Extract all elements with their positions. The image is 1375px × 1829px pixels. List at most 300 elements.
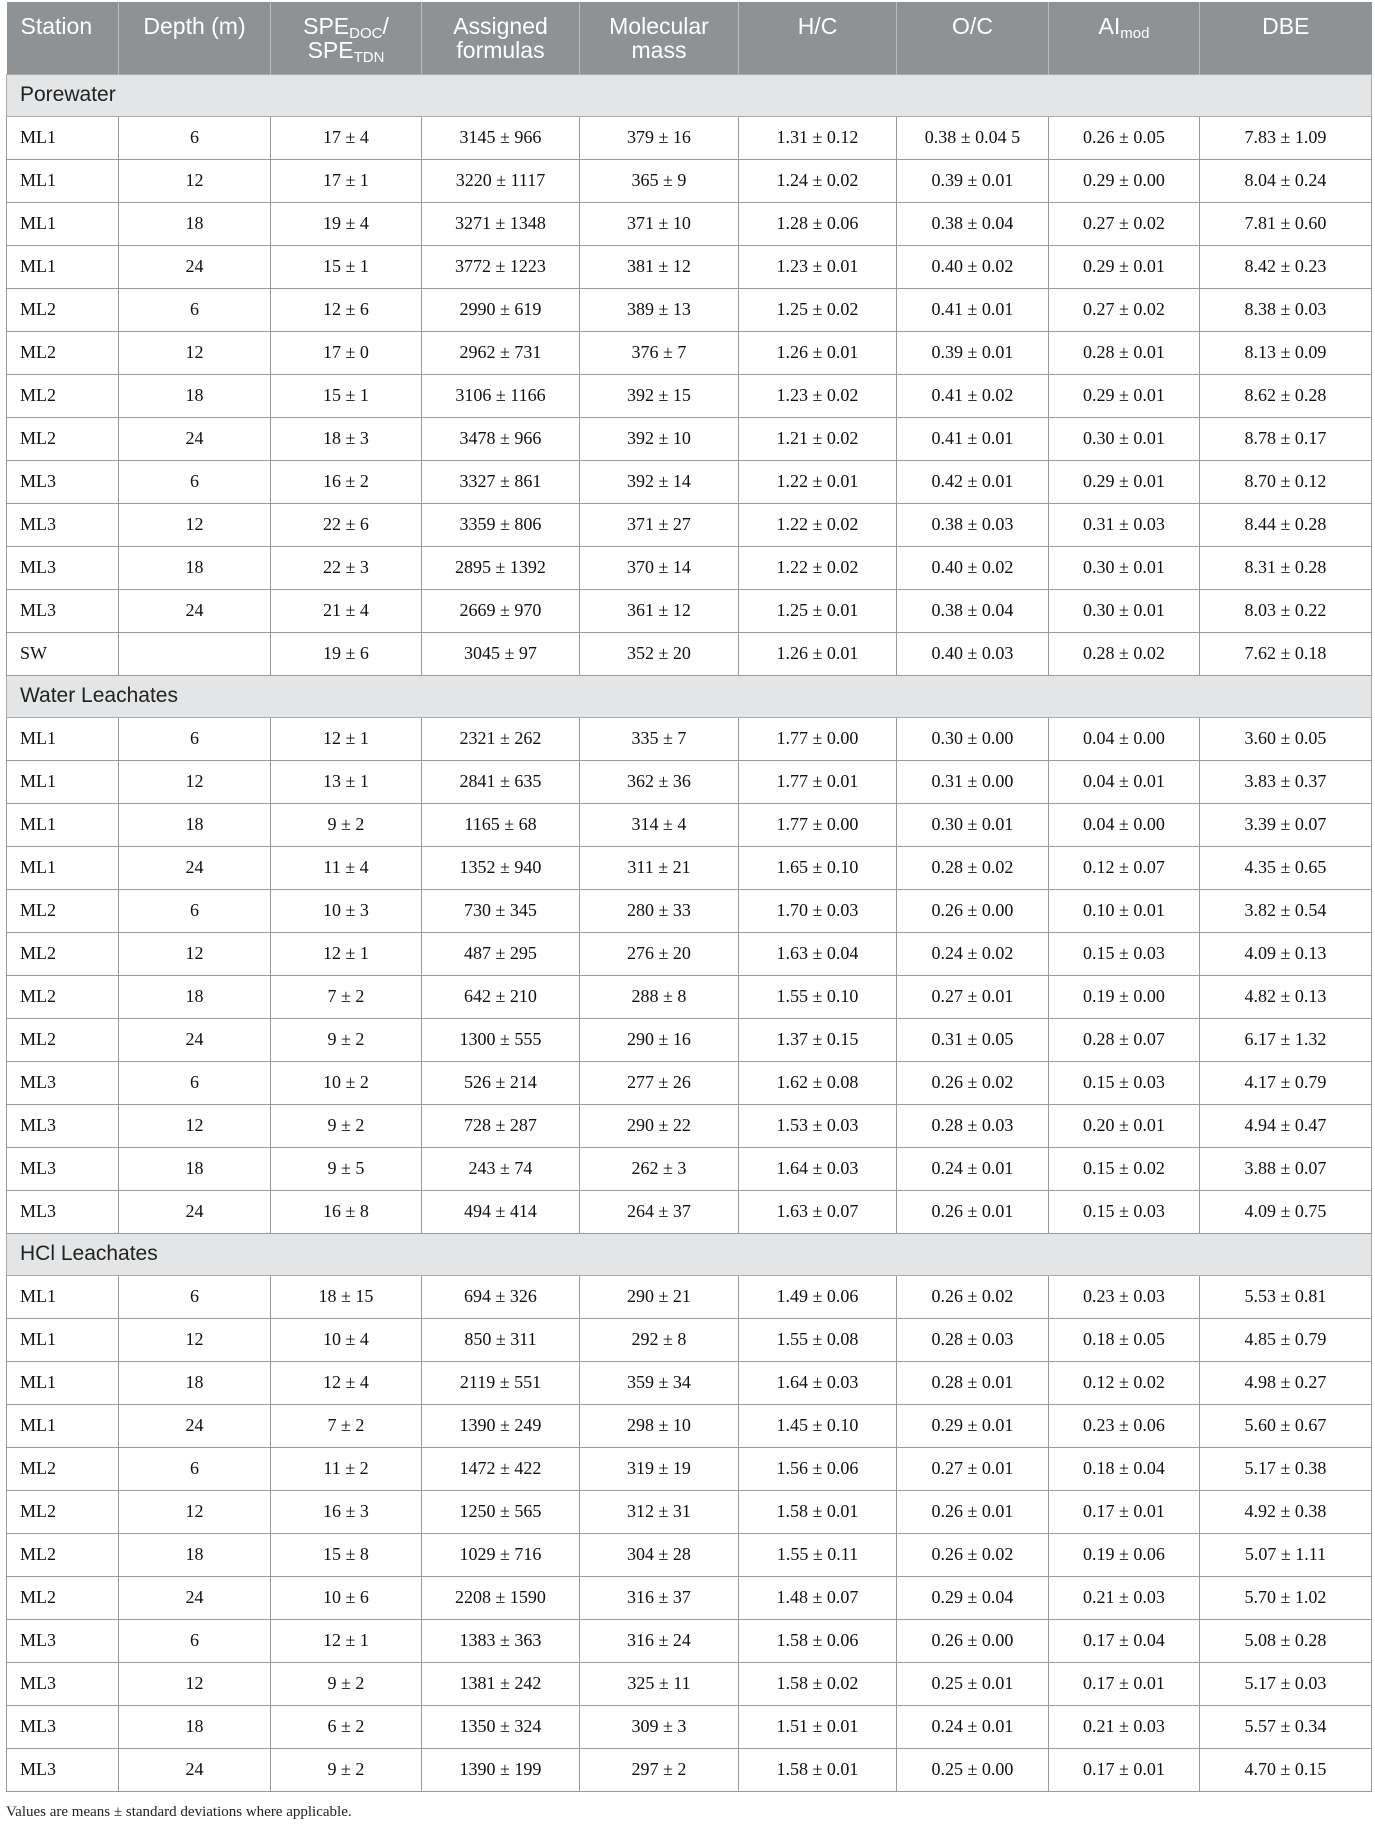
table-cell: 0.38 ± 0.03 [897,503,1049,546]
table-cell: 0.31 ± 0.00 [897,760,1049,803]
table-cell: 17 ± 0 [271,331,422,374]
table-row [7,1447,1372,1490]
table-cell: ML2 [7,889,119,932]
table-cell: ML2 [7,331,119,374]
table-cell: 22 ± 6 [271,503,422,546]
table-cell: 24 [119,245,271,288]
table-cell: 526 ± 214 [422,1061,580,1104]
table-cell: 0.30 ± 0.01 [1049,417,1200,460]
table-row [7,331,1372,374]
table-cell: ML1 [7,1275,119,1318]
table-row [7,1404,1372,1447]
table-row [7,1104,1372,1147]
table-cell: ML2 [7,1533,119,1576]
table-row [7,460,1372,503]
table-cell: 1.58 ± 0.06 [739,1619,897,1662]
table-cell: 12 [119,1104,271,1147]
table-cell: 0.27 ± 0.01 [897,1447,1049,1490]
table-row [7,1619,1372,1662]
table-cell: 1472 ± 422 [422,1447,580,1490]
table-cell: 9 ± 2 [271,803,422,846]
table-cell: 0.41 ± 0.01 [897,417,1049,460]
table-cell: 0.26 ± 0.02 [897,1275,1049,1318]
table-cell: ML3 [7,1061,119,1104]
table-cell: 6 [119,889,271,932]
table-cell: 1.22 ± 0.02 [739,546,897,589]
table-cell: 3.83 ± 0.37 [1200,760,1372,803]
table-cell: 5.07 ± 1.11 [1200,1533,1372,1576]
data-table-container [6,2,1371,1792]
table-cell: 4.70 ± 0.15 [1200,1748,1372,1791]
table-cell: 642 ± 210 [422,975,580,1018]
table-cell: 0.23 ± 0.06 [1049,1404,1200,1447]
table-cell: 0.29 ± 0.01 [1049,245,1200,288]
table-cell: 1.49 ± 0.06 [739,1275,897,1318]
table-cell: 3145 ± 966 [422,116,580,159]
table-row [7,1705,1372,1748]
table-cell: 24 [119,417,271,460]
table-cell: 18 [119,975,271,1018]
table-cell: 371 ± 27 [580,503,739,546]
table-cell: ML1 [7,202,119,245]
table-cell: 9 ± 2 [271,1748,422,1791]
table-cell: 2321 ± 262 [422,717,580,760]
table-cell: ML2 [7,1018,119,1061]
table-cell: ML1 [7,245,119,288]
table-cell: ML3 [7,1190,119,1233]
table-cell: 0.30 ± 0.01 [1049,546,1200,589]
col-header-dbe: DBE [1200,2,1372,74]
table-cell: 0.39 ± 0.01 [897,159,1049,202]
table-cell: 0.26 ± 0.01 [897,1490,1049,1533]
table-cell: 9 ± 5 [271,1147,422,1190]
table-cell: ML2 [7,1490,119,1533]
table-cell: 5.57 ± 0.34 [1200,1705,1372,1748]
table-cell: 3220 ± 1117 [422,159,580,202]
table-cell: 3327 ± 861 [422,460,580,503]
table-cell: 12 [119,1318,271,1361]
table-cell: 309 ± 3 [580,1705,739,1748]
table-cell: 8.13 ± 0.09 [1200,331,1372,374]
table-row [7,245,1372,288]
table-cell: 6 ± 2 [271,1705,422,1748]
table-cell: 371 ± 10 [580,202,739,245]
table-cell: ML1 [7,1318,119,1361]
table-cell: 18 [119,1361,271,1404]
table-cell: ML2 [7,932,119,975]
table-cell: 376 ± 7 [580,331,739,374]
table-cell: 7 ± 2 [271,975,422,1018]
section-title: Water Leachates [7,675,1372,717]
table-cell: 0.24 ± 0.02 [897,932,1049,975]
table-cell: 0.38 ± 0.04 5 [897,116,1049,159]
table-cell: 0.31 ± 0.03 [1049,503,1200,546]
table-cell: 304 ± 28 [580,1533,739,1576]
table-cell: 1.63 ± 0.04 [739,932,897,975]
table-cell: 13 ± 1 [271,760,422,803]
table-cell: ML1 [7,1404,119,1447]
table-cell: 12 [119,1490,271,1533]
table-cell: 16 ± 2 [271,460,422,503]
table-row [7,116,1372,159]
table-cell: 0.28 ± 0.03 [897,1104,1049,1147]
table-cell: 3.82 ± 0.54 [1200,889,1372,932]
table-cell: 12 [119,503,271,546]
table-cell: 8.03 ± 0.22 [1200,589,1372,632]
table-cell: 18 ± 15 [271,1275,422,1318]
table-footnote: Values are means ± standard deviations where applicable. [6,1804,352,1820]
table-cell: 1.25 ± 0.02 [739,288,897,331]
table-cell: ML3 [7,1104,119,1147]
table-cell: 19 ± 4 [271,202,422,245]
table-cell: 18 [119,374,271,417]
table-cell: 0.19 ± 0.06 [1049,1533,1200,1576]
table-row [7,889,1372,932]
col-header-assigned-formulas: Assigned formulas [422,2,580,74]
table-cell: 0.29 ± 0.01 [897,1404,1049,1447]
table-cell: 0.28 ± 0.02 [897,846,1049,889]
table-cell: 12 [119,760,271,803]
table-row [7,803,1372,846]
table-cell: 5.70 ± 1.02 [1200,1576,1372,1619]
table-cell: ML3 [7,546,119,589]
table-cell: 9 ± 2 [271,1662,422,1705]
table-cell: 1.26 ± 0.01 [739,331,897,374]
table-cell: 4.17 ± 0.79 [1200,1061,1372,1104]
table-row [7,417,1372,460]
table-cell: 1350 ± 324 [422,1705,580,1748]
table-cell: 1029 ± 716 [422,1533,580,1576]
table-row [7,846,1372,889]
table-cell: 1.21 ± 0.02 [739,417,897,460]
table-row [7,1275,1372,1318]
table-cell: 12 ± 1 [271,932,422,975]
table-cell: 0.40 ± 0.02 [897,546,1049,589]
table-cell: 694 ± 326 [422,1275,580,1318]
table-cell: 1.64 ± 0.03 [739,1147,897,1190]
table-cell: 0.27 ± 0.02 [1049,202,1200,245]
table-row [7,1147,1372,1190]
table-cell: 0.26 ± 0.00 [897,1619,1049,1662]
table-cell: 314 ± 4 [580,803,739,846]
table-cell: 335 ± 7 [580,717,739,760]
table-cell: 316 ± 24 [580,1619,739,1662]
table-cell: 10 ± 4 [271,1318,422,1361]
table-cell: 9 ± 2 [271,1018,422,1061]
table-cell: 0.12 ± 0.02 [1049,1361,1200,1404]
table-cell: 290 ± 21 [580,1275,739,1318]
table-cell: ML3 [7,589,119,632]
table-cell: 18 [119,1147,271,1190]
table-cell: 12 [119,159,271,202]
table-cell: 0.18 ± 0.05 [1049,1318,1200,1361]
table-cell: 5.60 ± 0.67 [1200,1404,1372,1447]
table-cell: 4.94 ± 0.47 [1200,1104,1372,1147]
table-cell: 9 ± 2 [271,1104,422,1147]
table-cell: 5.17 ± 0.03 [1200,1662,1372,1705]
table-cell: 0.17 ± 0.04 [1049,1619,1200,1662]
table-cell: 1.58 ± 0.01 [739,1748,897,1791]
table-cell: ML3 [7,1748,119,1791]
table-cell: 3106 ± 1166 [422,374,580,417]
table-cell: 4.09 ± 0.13 [1200,932,1372,975]
table-cell: 0.17 ± 0.01 [1049,1490,1200,1533]
table-cell: 730 ± 345 [422,889,580,932]
table-cell: 1.22 ± 0.01 [739,460,897,503]
table-cell: 0.19 ± 0.00 [1049,975,1200,1018]
table-cell: 4.85 ± 0.79 [1200,1318,1372,1361]
table-row [7,546,1372,589]
table-row [7,1318,1372,1361]
table-cell: ML3 [7,1619,119,1662]
table-cell: ML1 [7,116,119,159]
section-header-row [7,74,1372,116]
table-cell: 4.09 ± 0.75 [1200,1190,1372,1233]
table-cell: 12 ± 1 [271,717,422,760]
table-cell: 0.30 ± 0.01 [897,803,1049,846]
table-cell: 325 ± 11 [580,1662,739,1705]
table-cell: 12 ± 1 [271,1619,422,1662]
table-cell: 379 ± 16 [580,116,739,159]
table-cell: 850 ± 311 [422,1318,580,1361]
table-cell: 0.15 ± 0.03 [1049,1061,1200,1104]
table-cell: 6 [119,1619,271,1662]
table-cell: 1.63 ± 0.07 [739,1190,897,1233]
table-cell: 6 [119,717,271,760]
table-cell: 8.04 ± 0.24 [1200,159,1372,202]
table-cell: 21 ± 4 [271,589,422,632]
table-cell: 15 ± 1 [271,245,422,288]
table-cell: 0.41 ± 0.01 [897,288,1049,331]
table-cell: 292 ± 8 [580,1318,739,1361]
table-cell: ML1 [7,803,119,846]
table-cell: 2990 ± 619 [422,288,580,331]
table-cell: 1.70 ± 0.03 [739,889,897,932]
table-cell: 24 [119,846,271,889]
table-cell: 0.38 ± 0.04 [897,589,1049,632]
table-cell: 1.65 ± 0.10 [739,846,897,889]
table-cell: 1.58 ± 0.01 [739,1490,897,1533]
table-cell: 6 [119,116,271,159]
table-cell: ML3 [7,1662,119,1705]
table-cell: 12 ± 6 [271,288,422,331]
table-cell: 1.62 ± 0.08 [739,1061,897,1104]
table-cell: 0.30 ± 0.00 [897,717,1049,760]
table-cell: 290 ± 22 [580,1104,739,1147]
table-cell: 0.28 ± 0.03 [897,1318,1049,1361]
table-cell: 1165 ± 68 [422,803,580,846]
table-cell: 392 ± 15 [580,374,739,417]
table-cell: 297 ± 2 [580,1748,739,1791]
table-cell: 1.55 ± 0.10 [739,975,897,1018]
table-cell: 6 [119,1061,271,1104]
table-cell: 0.23 ± 0.03 [1049,1275,1200,1318]
table-cell: 1.23 ± 0.01 [739,245,897,288]
table-row [7,932,1372,975]
table-cell: 0.04 ± 0.01 [1049,760,1200,803]
table-cell: 18 [119,1533,271,1576]
table-cell: 6 [119,288,271,331]
table-cell: 11 ± 4 [271,846,422,889]
table-cell: 2669 ± 970 [422,589,580,632]
table-cell: 0.15 ± 0.02 [1049,1147,1200,1190]
table-cell: 288 ± 8 [580,975,739,1018]
table-cell: 0.31 ± 0.05 [897,1018,1049,1061]
table-cell: ML1 [7,159,119,202]
section-header-row [7,1233,1372,1275]
table-cell: 5.08 ± 0.28 [1200,1619,1372,1662]
table-cell: 243 ± 74 [422,1147,580,1190]
table-cell: 370 ± 14 [580,546,739,589]
col-header-oc: O/C [897,2,1049,74]
table-cell: 1.64 ± 0.03 [739,1361,897,1404]
table-cell: ML1 [7,717,119,760]
table-row [7,1361,1372,1404]
table-cell: 0.29 ± 0.01 [1049,460,1200,503]
table-cell: 0.04 ± 0.00 [1049,717,1200,760]
table-cell: 1.55 ± 0.11 [739,1533,897,1576]
table-cell: 1381 ± 242 [422,1662,580,1705]
table-cell [119,632,271,675]
col-header-ai-mod: $AI_{mod}$ [1049,2,1200,74]
table-cell: 1383 ± 363 [422,1619,580,1662]
table-cell: ML3 [7,1705,119,1748]
table-cell: 10 ± 3 [271,889,422,932]
table-cell: 0.28 ± 0.01 [1049,331,1200,374]
table-row [7,503,1372,546]
table-cell: 15 ± 8 [271,1533,422,1576]
table-cell: 3045 ± 97 [422,632,580,675]
table-cell: 8.42 ± 0.23 [1200,245,1372,288]
table-cell: 0.26 ± 0.05 [1049,116,1200,159]
table-row [7,1018,1372,1061]
table-cell: 494 ± 414 [422,1190,580,1233]
table-cell: 1.37 ± 0.15 [739,1018,897,1061]
table-cell: 22 ± 3 [271,546,422,589]
table-cell: 1.24 ± 0.02 [739,159,897,202]
table-cell: 0.40 ± 0.02 [897,245,1049,288]
table-cell: 392 ± 14 [580,460,739,503]
table-cell: 6 [119,1447,271,1490]
table-row [7,288,1372,331]
table-cell: 0.29 ± 0.00 [1049,159,1200,202]
table-cell: 10 ± 2 [271,1061,422,1104]
table-row [7,1190,1372,1233]
table-cell: 381 ± 12 [580,245,739,288]
table-cell: 264 ± 37 [580,1190,739,1233]
table-cell: 17 ± 4 [271,116,422,159]
table-row [7,975,1372,1018]
table-cell: 0.29 ± 0.04 [897,1576,1049,1619]
table-cell: 1.77 ± 0.00 [739,803,897,846]
table-cell: 0.25 ± 0.00 [897,1748,1049,1791]
table-cell: 262 ± 3 [580,1147,739,1190]
table-cell: 3271 ± 1348 [422,202,580,245]
table-cell: ML2 [7,1576,119,1619]
table-cell: 24 [119,1404,271,1447]
table-cell: 1.48 ± 0.07 [739,1576,897,1619]
table-cell: 19 ± 6 [271,632,422,675]
table-cell: 3478 ± 966 [422,417,580,460]
table-cell: 0.26 ± 0.02 [897,1533,1049,1576]
table-cell: ML2 [7,288,119,331]
table-cell: 18 ± 3 [271,417,422,460]
table-cell: 17 ± 1 [271,159,422,202]
table-cell: 1.56 ± 0.06 [739,1447,897,1490]
table-cell: 1.45 ± 0.10 [739,1404,897,1447]
col-header-spe-ratio: $SPE_{DOC}/$ $SPE_{TDN}$ [271,2,422,74]
table-cell: 0.30 ± 0.01 [1049,589,1200,632]
table-cell: 1.77 ± 0.01 [739,760,897,803]
table-cell: 11 ± 2 [271,1447,422,1490]
table-cell: 5.17 ± 0.38 [1200,1447,1372,1490]
table-cell: 6.17 ± 1.32 [1200,1018,1372,1061]
table-cell: 0.28 ± 0.01 [897,1361,1049,1404]
col-header-molecular-mass: Molecular mass [580,2,739,74]
table-cell: 4.35 ± 0.65 [1200,846,1372,889]
table-row [7,760,1372,803]
table-row [7,159,1372,202]
table-cell: 1250 ± 565 [422,1490,580,1533]
col-header-station: Station [7,2,119,74]
table-cell: 18 [119,202,271,245]
table-cell: 0.18 ± 0.04 [1049,1447,1200,1490]
table-cell: 1300 ± 555 [422,1018,580,1061]
table-cell: 4.92 ± 0.38 [1200,1490,1372,1533]
table-cell: 2119 ± 551 [422,1361,580,1404]
table-cell: 3772 ± 1223 [422,245,580,288]
table-row [7,632,1372,675]
table-cell: 312 ± 31 [580,1490,739,1533]
table-cell: 311 ± 21 [580,846,739,889]
table-cell: ML1 [7,1361,119,1404]
table-cell: ML3 [7,460,119,503]
table-row [7,1748,1372,1791]
table-cell: 8.44 ± 0.28 [1200,503,1372,546]
table-header [7,2,1372,74]
table-body [7,74,1372,1791]
table-cell: 3.60 ± 0.05 [1200,717,1372,760]
table-row [7,1576,1372,1619]
table-cell: 18 [119,546,271,589]
table-cell: 0.15 ± 0.03 [1049,1190,1200,1233]
table-cell: 0.21 ± 0.03 [1049,1576,1200,1619]
table-cell: 24 [119,1190,271,1233]
table-cell: 365 ± 9 [580,159,739,202]
table-cell: 0.26 ± 0.02 [897,1061,1049,1104]
table-cell: ML1 [7,846,119,889]
table-cell: 7.81 ± 0.60 [1200,202,1372,245]
table-cell: 1.28 ± 0.06 [739,202,897,245]
table-cell: 8.31 ± 0.28 [1200,546,1372,589]
table-cell: 24 [119,1576,271,1619]
table-cell: 0.04 ± 0.00 [1049,803,1200,846]
table-cell: 2895 ± 1392 [422,546,580,589]
table-cell: 8.70 ± 0.12 [1200,460,1372,503]
table-cell: 10 ± 6 [271,1576,422,1619]
table-row [7,1662,1372,1705]
table-cell: 1.51 ± 0.01 [739,1705,897,1748]
table-cell: 0.39 ± 0.01 [897,331,1049,374]
table-cell: 12 [119,1662,271,1705]
table-cell: 7 ± 2 [271,1404,422,1447]
table-cell: 24 [119,589,271,632]
table-cell: 1390 ± 199 [422,1748,580,1791]
table-cell: 0.26 ± 0.00 [897,889,1049,932]
table-cell: 1.77 ± 0.00 [739,717,897,760]
table-cell: 0.40 ± 0.03 [897,632,1049,675]
table-cell: 0.38 ± 0.04 [897,202,1049,245]
